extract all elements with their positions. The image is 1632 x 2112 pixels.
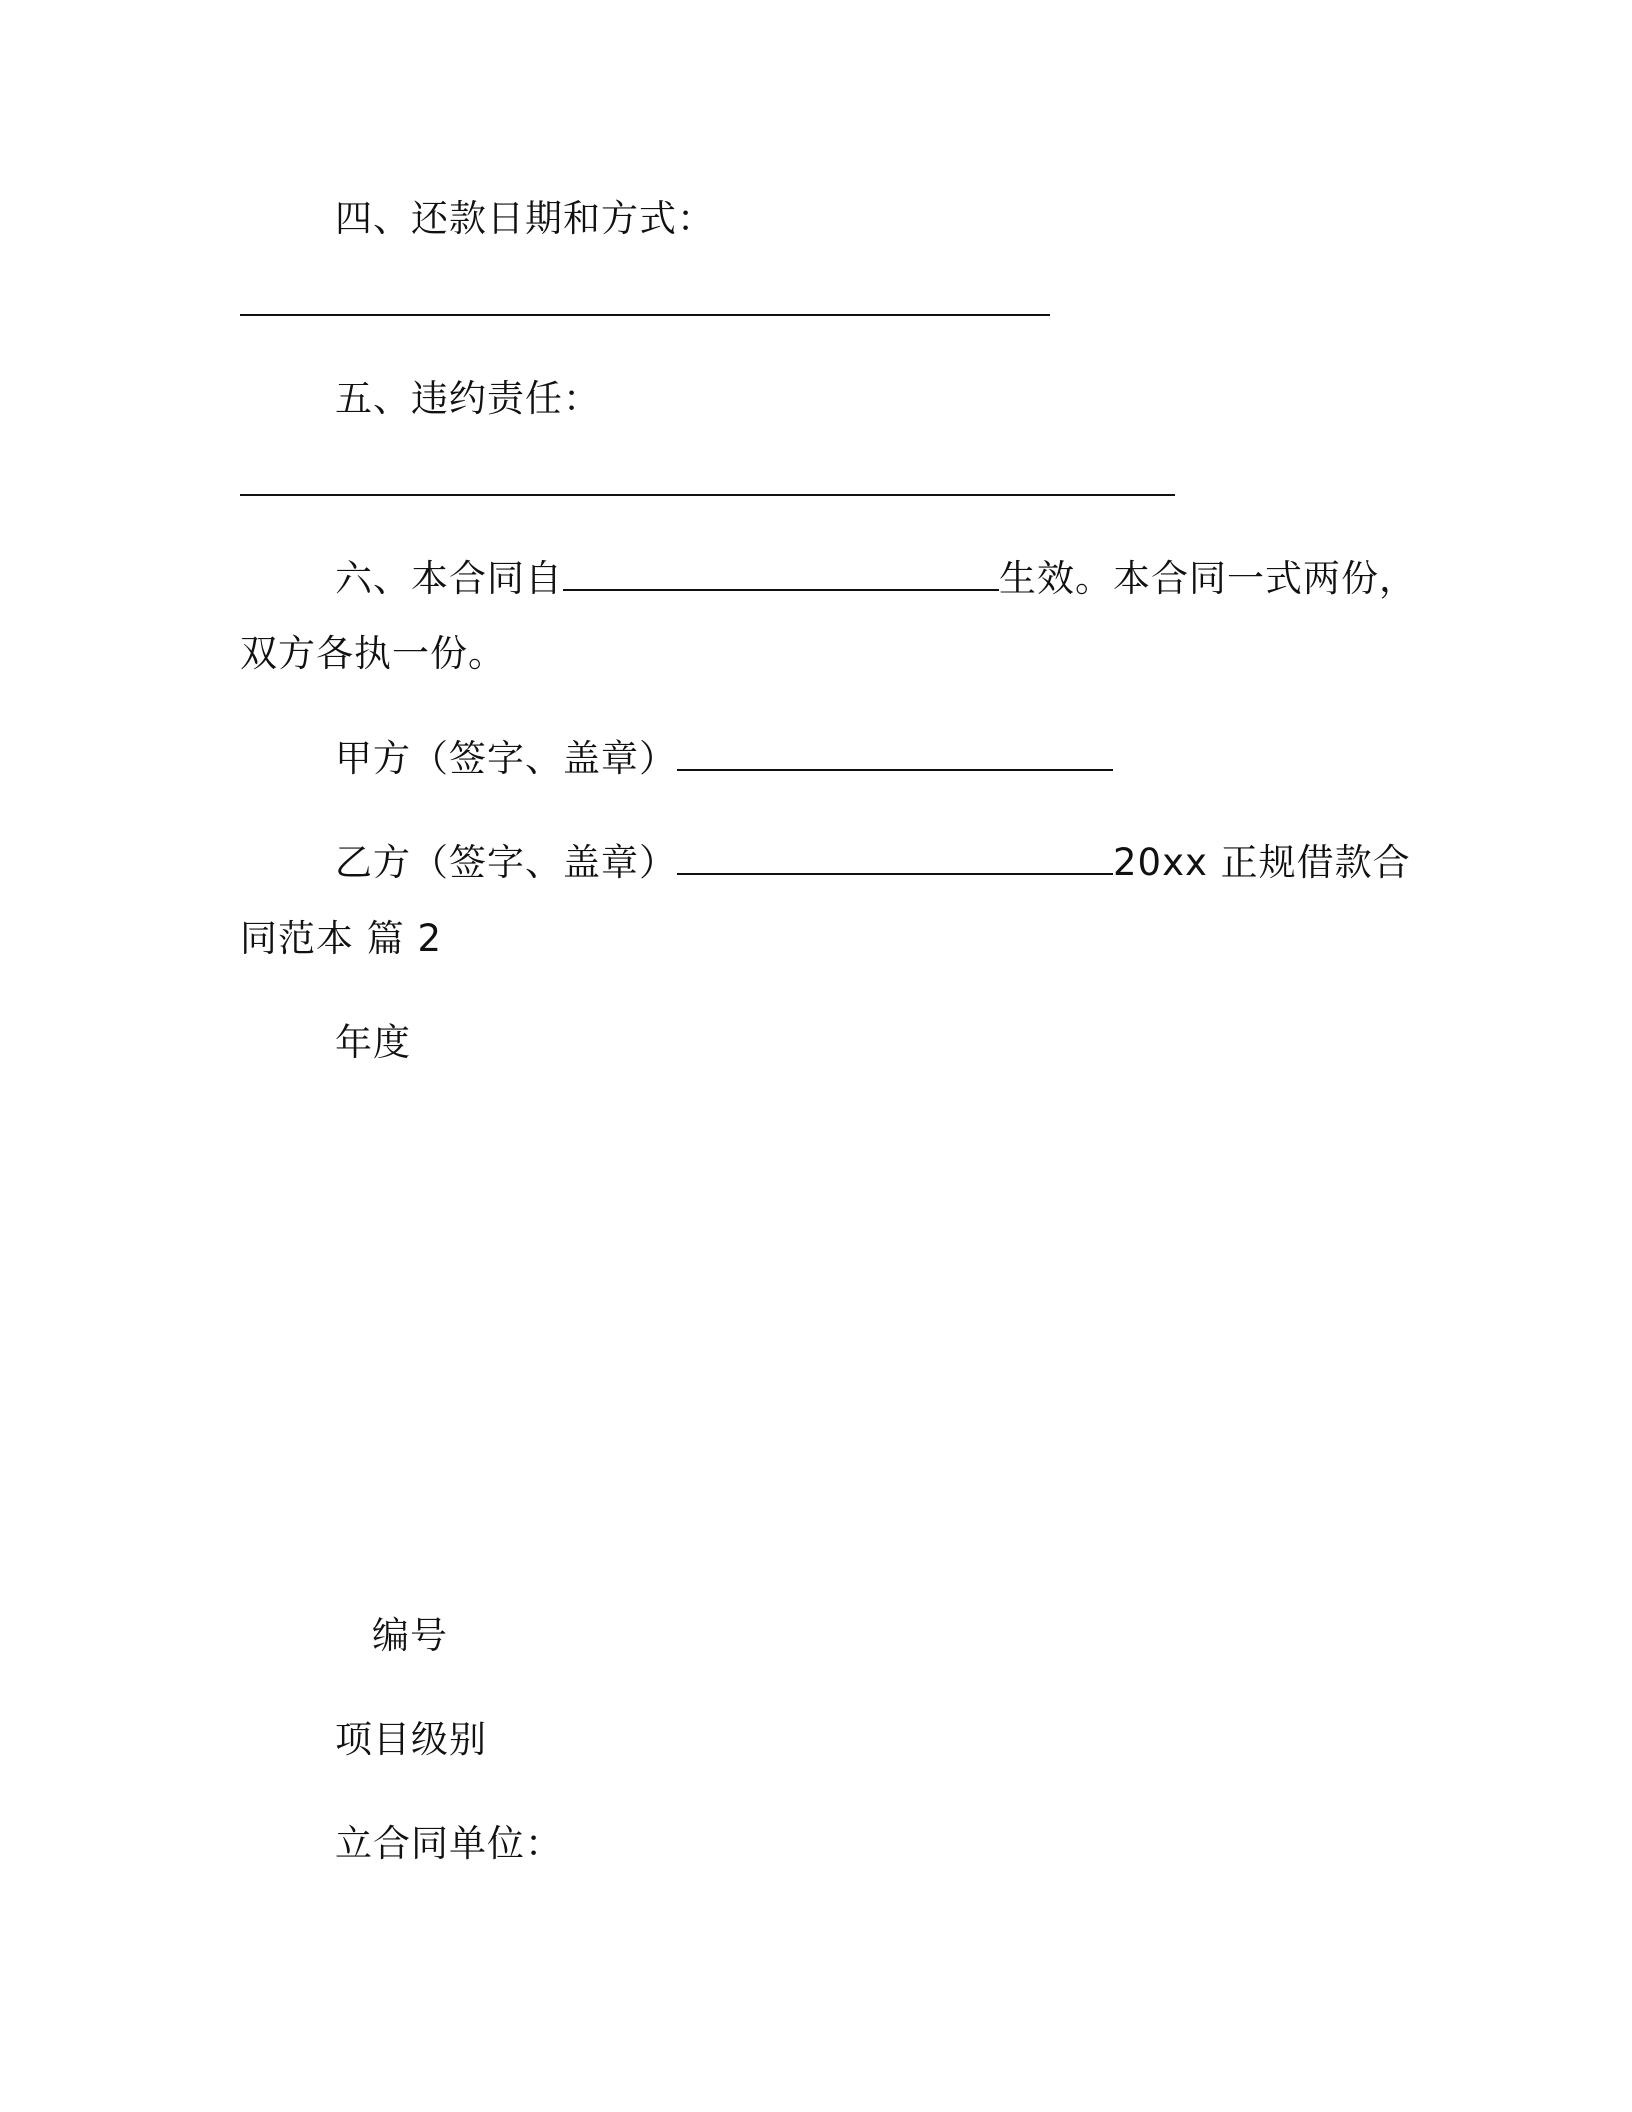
section-effective-line bbox=[335, 553, 1417, 605]
party-a-signature-line bbox=[335, 733, 1113, 785]
section-effective-continuation: 双方各执一份。 bbox=[240, 632, 506, 675]
party-b-continuation: 同范本 篇 2 bbox=[240, 917, 443, 960]
effective-date-blank bbox=[563, 559, 999, 591]
section-repayment-heading: 四、还款日期和方式： bbox=[335, 197, 715, 240]
party-b-label: 乙方（签字、盖章） bbox=[335, 841, 677, 884]
party-b-signature-line bbox=[335, 837, 1411, 889]
party-b-trailing-text: 20xx 正规借款合 bbox=[1113, 841, 1411, 884]
contract2-project-level-label: 项目级别 bbox=[335, 1718, 487, 1761]
contract2-year-label: 年度 bbox=[335, 1021, 411, 1064]
party-b-signature-blank bbox=[677, 843, 1113, 875]
repayment-fill-line bbox=[240, 314, 1050, 316]
contract2-number-label: 编号 bbox=[372, 1614, 448, 1657]
effective-prefix: 六、本合同自 bbox=[335, 557, 563, 600]
section-breach-heading: 五、违约责任： bbox=[335, 377, 601, 420]
breach-fill-line bbox=[240, 494, 1175, 496]
contract2-contracting-unit-label: 立合同单位： bbox=[335, 1822, 563, 1865]
effective-suffix: 生效。本合同一式两份， bbox=[999, 557, 1417, 600]
party-a-label: 甲方（签字、盖章） bbox=[335, 737, 677, 780]
party-a-signature-blank bbox=[677, 739, 1113, 771]
